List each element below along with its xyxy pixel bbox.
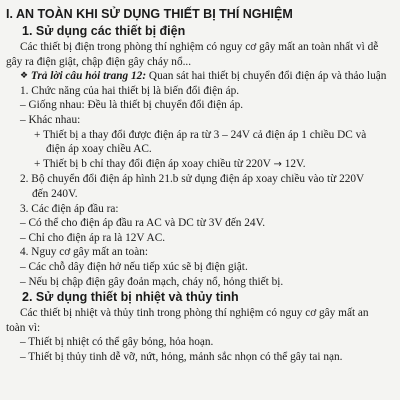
electrical-intro-line2: gây ra điện giật, chập điện gây cháy nổ... <box>6 55 192 68</box>
answer-item-1: 1. Chức năng của hai thiết bị là biến đổi điện áp. <box>20 84 240 97</box>
answer-line <box>6 69 390 84</box>
difference-device-b-text: + Thiết bị b chỉ thay đổi điện áp xoay chiều từ 220V <box>34 157 271 170</box>
subsection-title-heat-glass: 2. Sử dụng thiết bị nhiệt và thủy tinh <box>22 290 239 305</box>
answer-item-2 <box>6 172 390 201</box>
heat-device-risk: – Thiết bị nhiệt có thể gây bỏng, hỏa hoạn. <box>20 336 214 349</box>
difference-device-a-line1: + Thiết bị a thay đổi được điện áp ra từ 3 – 24V cả điện áp 1 chiều DC và <box>34 128 367 141</box>
difference-heading: – Khác nhau: <box>20 113 81 126</box>
similarity-line: – Giống nhau: Đều là thiết bị chuyển đổi điện áp. <box>20 99 244 112</box>
risk-exposed-wire: – Các chỗ dây điện hở nếu tiếp xúc sẽ bị điện giật. <box>20 260 248 273</box>
answer-item-3: 3. Các điện áp đầu ra: <box>20 202 119 215</box>
difference-device-b <box>6 157 390 173</box>
right-arrow-icon: → <box>273 158 282 170</box>
difference-device-a-line2: điện áp xoay chiều AC. <box>46 143 152 156</box>
answer-item-2-line2: đến 240V. <box>32 187 78 200</box>
heat-glass-intro-line2: toàn vì: <box>6 321 41 334</box>
glass-device-risk: – Thiết bị thủy tinh dễ vỡ, nứt, hỏng, mảnh sắc nhọn có thể gây tai nạn. <box>20 350 343 363</box>
output-voltage-b: – Chỉ cho điện áp ra là 12V AC. <box>20 231 166 244</box>
difference-device-b-end: 12V. <box>281 157 306 170</box>
difference-device-a <box>6 128 390 157</box>
answer-item-2-line1: 2. Bộ chuyển đổi điện áp hình 21.b sử dụng điện áp xoay chiều vào từ 220V <box>20 173 365 186</box>
section-heading-main: I. AN TOÀN KHI SỬ DỤNG THIẾT BỊ THÍ NGHIỆM <box>6 7 293 21</box>
answer-label: Trả lời câu hỏi trang 12: <box>30 70 147 83</box>
subsection-title-electrical: 1. Sử dụng các thiết bị điện <box>22 24 186 38</box>
star-bullet-icon: ❖ <box>20 70 29 81</box>
electrical-intro-line1: Các thiết bị điện trong phòng thí nghiệm có nguy cơ gây mất an toàn nhất vì dễ <box>20 41 379 53</box>
output-voltage-a: – Có thể cho điện áp đầu ra AC và DC từ 3V đến 24V. <box>20 217 266 230</box>
risk-short-circuit: – Nếu bị chập điện gây đoản mạch, cháy nổ, hỏng thiết bị. <box>20 275 284 288</box>
heat-glass-intro-line1: Các thiết bị nhiệt và thủy tinh trong phòng thí nghiệm có nguy cơ gây mất an <box>20 307 369 320</box>
answer-item-4: 4. Nguy cơ gây mất an toàn: <box>20 246 149 259</box>
answer-text: Quan sát hai thiết bị chuyển đổi điện áp và thảo luận <box>146 70 387 83</box>
